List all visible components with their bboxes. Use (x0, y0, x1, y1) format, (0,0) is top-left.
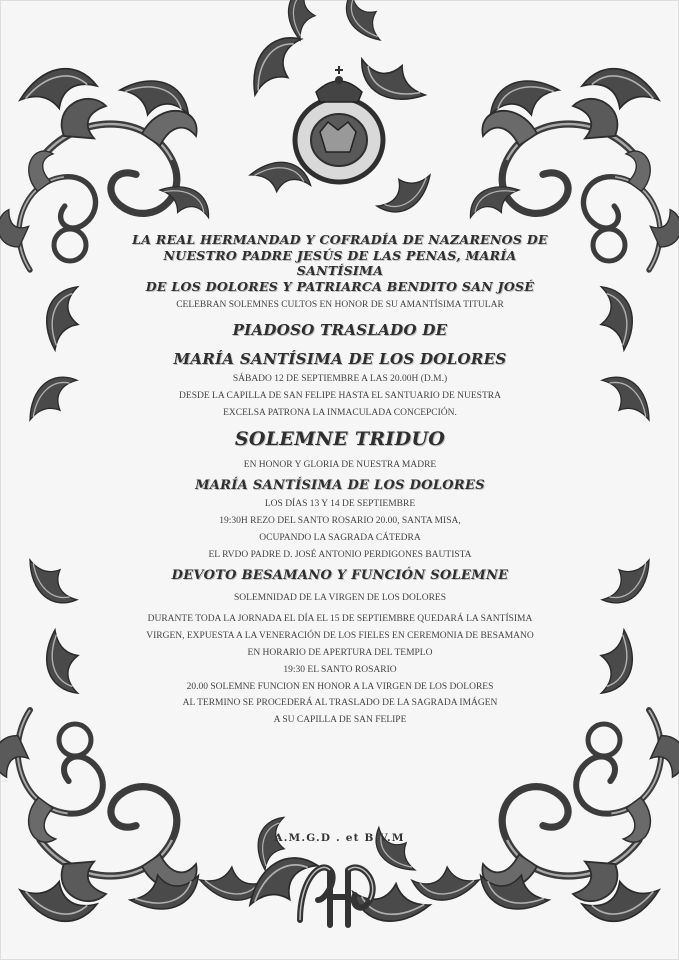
triduo-detail-1: LOS DÍAS 13 Y 14 DE SEPTIEMBRE (264, 499, 416, 510)
triduo-detail-3: OCUPANDO LA SAGRADA CÁTEDRA (259, 533, 421, 544)
traslado-line-1: SÁBADO 12 DE SEPTIEMBRE A LAS 20.00H (D.M.) (232, 373, 448, 384)
header-subtitle: CELEBRAN SOLEMNES CULTOS EN HONOR DE SU AMANTÍSIMA TITULAR (176, 299, 504, 310)
besamano-heading: DEVOTO BESAMANO Y FUNCIÓN SOLEMNE (171, 567, 509, 583)
besamano-detail-1: DURANTE TODA LA JORNADA EL DÍA EL 15 DE SEPTIEMBRE QUEDARÁ LA SANTÍSIMA (147, 614, 533, 624)
triduo-heading-2: MARÍA SANTÍSIMA DE LOS DOLORES (195, 478, 485, 494)
traslado-heading-1: PIADOSO TRASLADO DE (232, 321, 448, 340)
besamano-detail-4: 19:30 EL SANTO ROSARIO (283, 664, 397, 675)
traslado-line-2: DESDE LA CAPILLA DE SAN FELIPE HASTA EL SANTUARIO DE NUESTRA (179, 390, 501, 401)
header-title-line-1: LA REAL HERMANDAD Y COFRADÍA DE NAZARENOS DE (132, 232, 548, 247)
besamano-detail-2: VIRGEN, EXPUESTA A LA VENERACIÓN DE LOS FIELES EN CEREMONIA DE BESAMANO (146, 630, 534, 641)
besamano-detail-6: AL TERMINO SE PROCEDERÁ AL TRASLADO DE LA SAGRADA IMÁGEN (182, 698, 498, 709)
triduo-detail-2: 19:30H REZO DEL SANTO ROSARIO 20.00, SANTA MISA, (219, 516, 461, 527)
footer-motto: A.M.G.D . et B.V.M (274, 832, 405, 844)
triduo-line-1: EN HONOR Y GLORIA DE NUESTRA MADRE (243, 460, 437, 471)
triduo-heading: SOLEMNE TRIDUO (234, 427, 446, 450)
besamano-detail-5: 20.00 SOLEMNE FUNCION EN HONOR A LA VIRGEN DE LOS DOLORES (186, 681, 494, 692)
traslado-heading-2: MARÍA SANTÍSIMA DE LOS DOLORES (173, 350, 507, 369)
traslado-line-3: EXCELSA PATRONA LA INMACULADA CONCEPCIÓN. (223, 407, 457, 418)
besamano-detail-3: EN HORARIO DE APERTURA DEL TEMPLO (247, 647, 433, 658)
poster-text (120, 232, 560, 727)
besamano-detail-7: A SU CAPILLA DE SAN FELIPE (273, 715, 407, 726)
triduo-detail-4: EL RVDO PADRE D. JOSÉ ANTONIO PERDIGONES BAUTISTA (208, 550, 472, 560)
header-title-line-3: DE LOS DOLORES Y PATRIARCA BENDITO SAN JOSÉ (145, 278, 535, 294)
crown-crest-emblem (236, 0, 438, 219)
monogram-emblem (239, 811, 433, 934)
header-title-line-2: NUESTRO PADRE JESÚS DE LAS PENAS, MARÍA SANTÍSIMA (163, 247, 517, 279)
besamano-line-1: SOLEMNIDAD DE LA VIRGEN DE LOS DOLORES (234, 593, 446, 604)
